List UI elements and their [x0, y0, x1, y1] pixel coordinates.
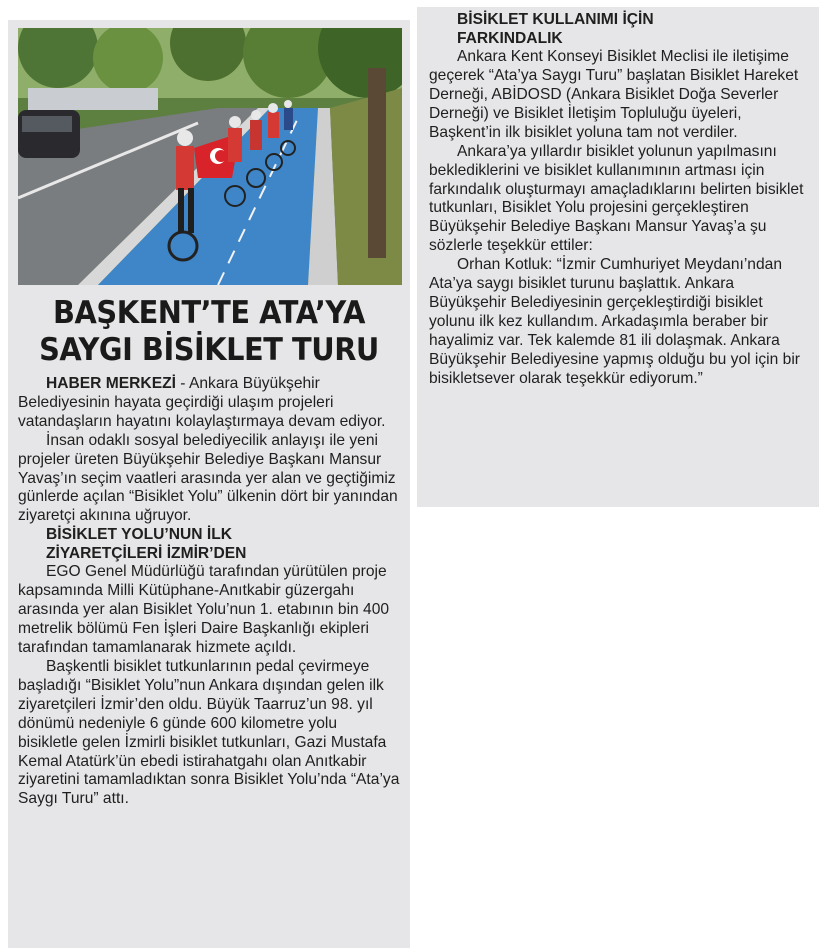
paragraph-4: Başkentli bisiklet tutkunlarının pedal çevirmeye başladığı “Bisiklet Yolu”nun Ankara dışından gelen ilk ziyaretçileri İzmir’den oldu. Büyük Taarruz’un 98. yıl dönümü nedeniyle 6 günde 600 kilometre yolu bisikletle gelen İzmirli bisiklet tutkunları, Gazi Mustafa Kemal Atatürk’ün ebedi istirahatgahı olan Anıtkabir ziyaretini tamamladıktan sonra Bisiklet Yolu’nda “Ata’ya Saygı Turu” attı.	[18, 657, 400, 808]
cyclists-photo-illustration	[18, 28, 402, 285]
headline-line-1: BAŞKENT’TE ATA’YA	[53, 295, 365, 331]
paragraph-3: EGO Genel Müdürlüğü tarafından yürütülen proje kapsamında Milli Kütüphane-Anıtkabir güzergahı arasında yer alan Bisiklet Yolu’nun 1. etabının bin 400 metrelik bölümü Fen İşleri Daire Başkanlığı ekipleri tarafından tamamlanarak hizmete açıldı.	[18, 563, 390, 657]
left-body	[18, 375, 400, 809]
subheading-2-line-1: BİSİKLET KULLANIMI İÇİN	[457, 11, 654, 28]
subheading-1-line-2: ZİYARETÇİLERİ İZMİR’DEN	[46, 544, 247, 562]
lead-text: - Ankara Büyükşehir Belediyesinin hayata geçirdiği ulaşım projeleri vatandaşların hayatını kolaylaştırmaya devam ediyor.	[18, 375, 386, 430]
lead-paragraph	[18, 375, 400, 432]
right-column	[417, 7, 819, 507]
subheading-1-line-1: BİSİKLET YOLU’NUN İLK	[46, 526, 232, 544]
right-body	[429, 11, 805, 389]
headline-line-2: SAYGI BİSİKLET TURU	[39, 332, 379, 368]
cyclists-photo	[18, 28, 402, 285]
byline: HABER MERKEZİ	[46, 375, 176, 392]
right-paragraph-2: Ankara’ya yıllardır bisiklet yolunun yapılmasını beklediklerini ve bisiklet kullanımının artması için farkındalık oluşturmayı amaçladıklarını belirten bisiklet tutkunları, Bisiklet Yolu projesini gerçekleştiren Büyükşehir Belediye Başkanı Mansur Yavaş’a şu sözlerle teşekkür ettiler:	[429, 142, 804, 255]
paragraph-2: İnsan odaklı sosyal belediyecilik anlayışı ile yeni projeler üreten Büyükşehir Belediye Başkanı Mansur Yavaş’ın seçim vaatleri arasında yer alan ve geçtiğimiz günlerde açılan “Bisiklet Yolu” ülkenin dört bir yanından ziyaretçi akınına uğruyor.	[18, 431, 398, 525]
subheading-2-line-2: FARKINDALIK	[457, 29, 563, 47]
right-paragraph-3: Orhan Kotluk: “İzmir Cumhuriyet Meydanı’ndan Ata’ya saygı bisiklet turunu başlattık. Ankara Büyükşehir Belediyesinin gerçekleştirdiği bisiklet yolunu ilk kez kullandım. Arkadaşımla beraber bir hayalimiz var. Tek kalemde 81 ili dolaşmak. Ankara Büyükşehir Belediyesine yapmış olduğu bu yol için bir bisikletsever olarak teşekkür ediyorum.”	[429, 256, 800, 387]
right-paragraph-1: Ankara Kent Konseyi Bisiklet Meclisi ile iletişime geçerek “Ata’ya Saygı Turu” başlatan Bisiklet Hareket Derneği, ABİDOSD (Ankara Bisiklet Doğa Severler Derneği) ve Bisiklet İletişim Topluluğu üyeleri, Başkent’in ilk bisiklet yoluna tam not verdiler.	[429, 48, 799, 141]
subheading-1	[18, 526, 400, 563]
subheading-2	[429, 11, 805, 48]
headline	[31, 295, 386, 369]
left-column	[8, 20, 410, 948]
